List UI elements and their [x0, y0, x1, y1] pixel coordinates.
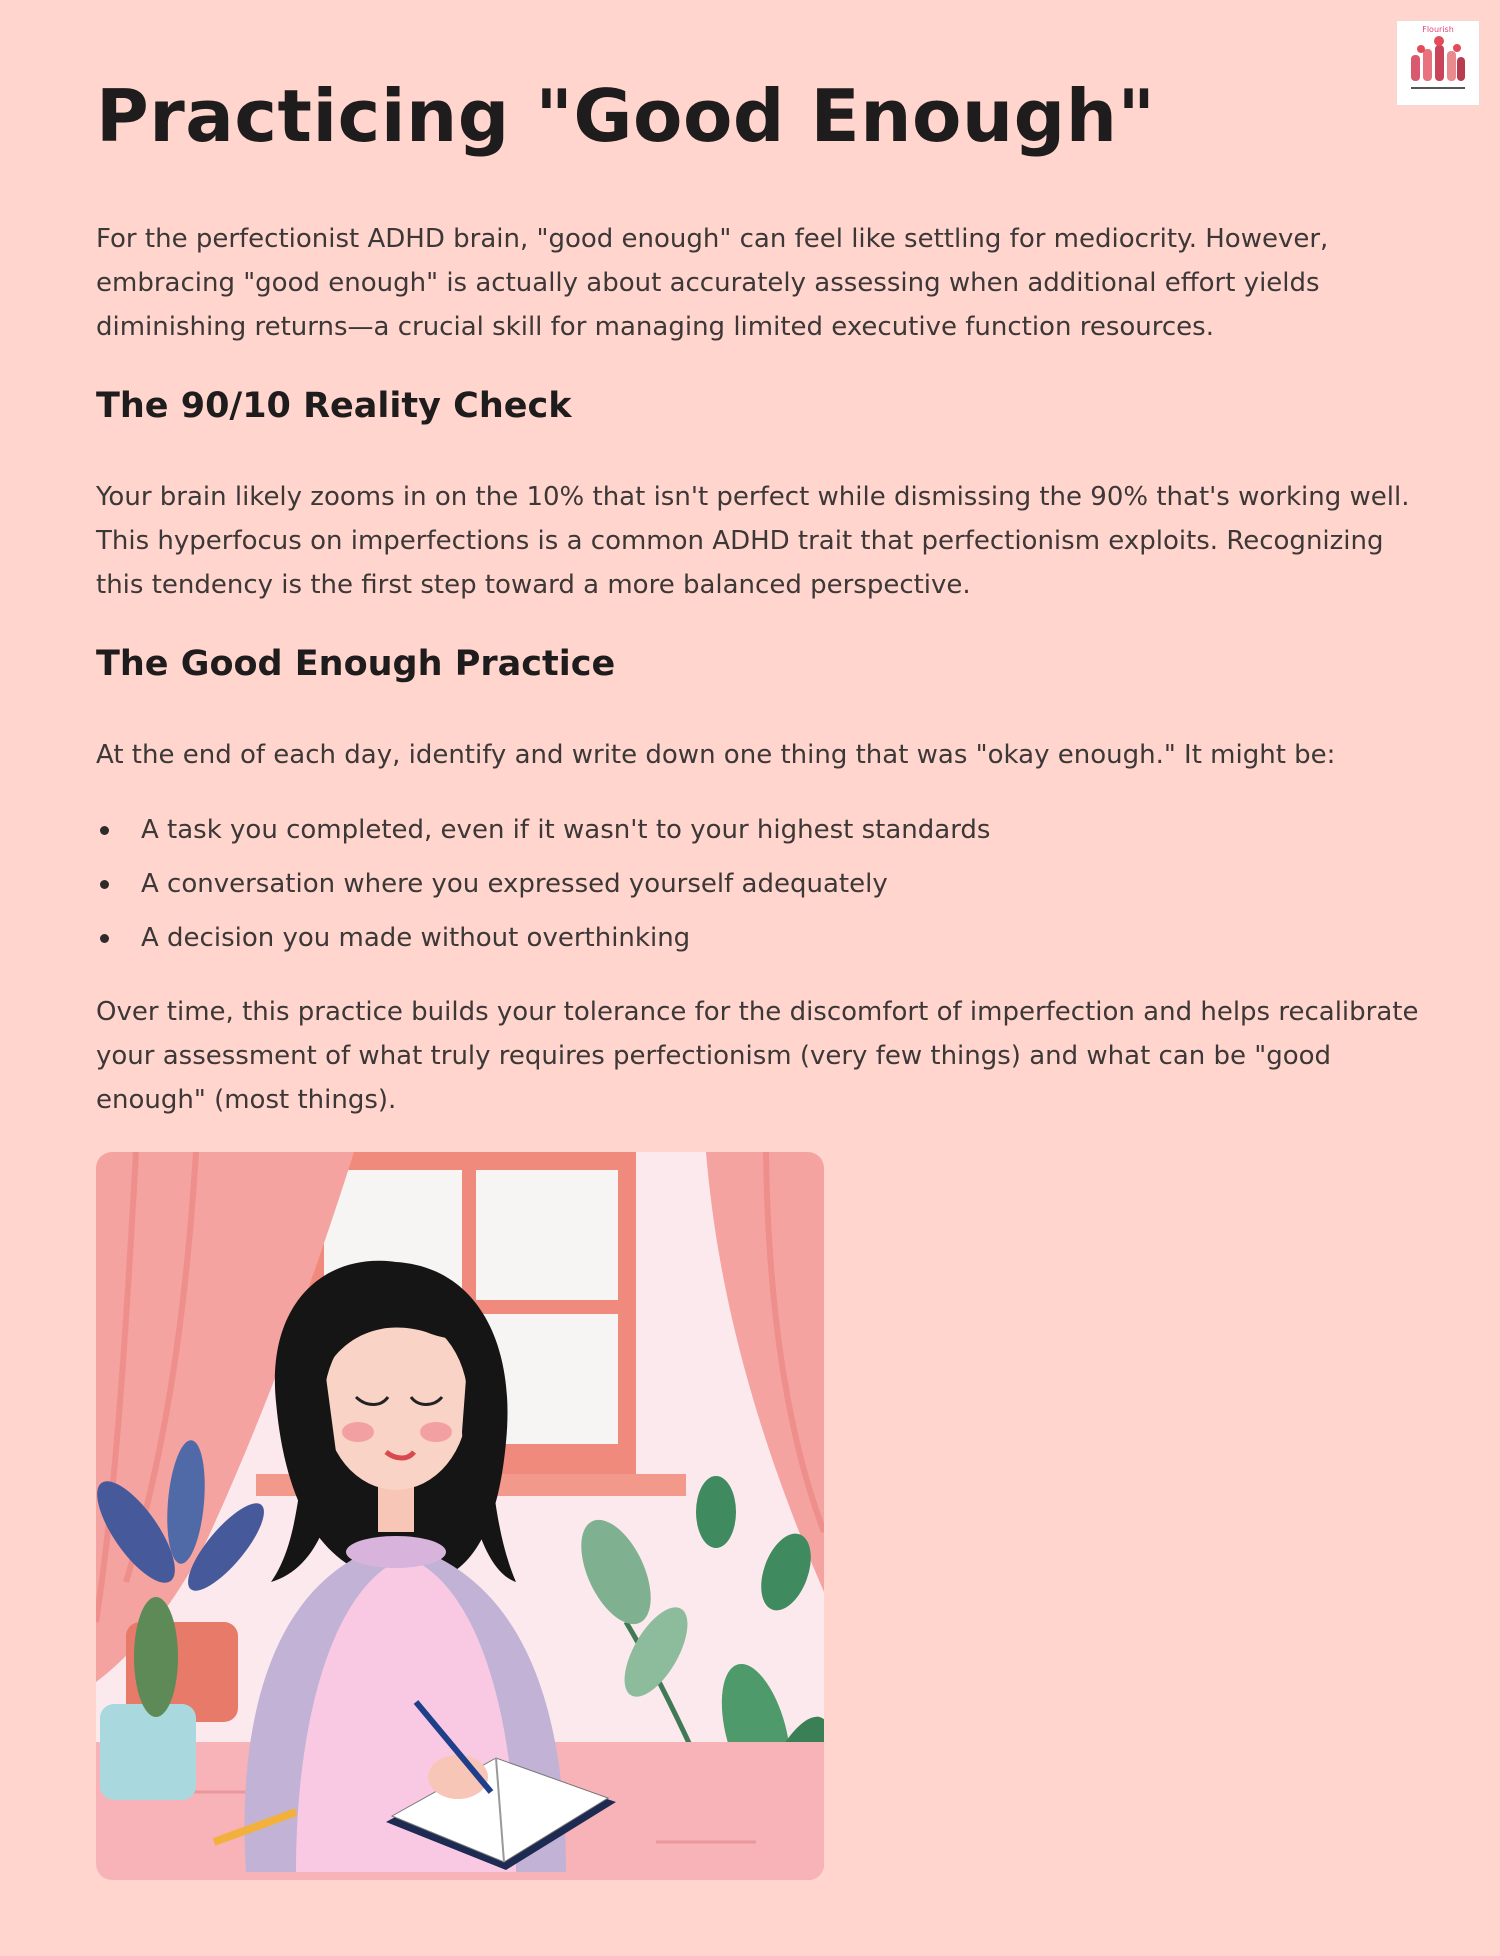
- practice-bullet-list: [96, 808, 990, 970]
- closing-paragraph: [96, 990, 1419, 1122]
- woman-journaling-illustration: [96, 1152, 824, 1880]
- paragraph-line: At the end of each day, identify and write down one thing that was "okay enough." It might be:: [96, 740, 1336, 770]
- practice-lead-paragraph: [96, 733, 1416, 777]
- list-item-text: A conversation where you expressed yourself adequately: [141, 869, 888, 899]
- paragraph-line: This hyperfocus on imperfections is a common ADHD trait that perfectionism exploits. Recognizing: [96, 526, 1384, 556]
- intro-paragraph: [96, 217, 1416, 349]
- paragraph-line: your assessment of what truly requires perfectionism (very few things) and what can be "good: [96, 1041, 1332, 1071]
- list-item: [96, 916, 990, 970]
- section-heading-good-enough-practice: The Good Enough Practice: [96, 644, 616, 684]
- logo-wordmark: Flourish: [1422, 25, 1454, 34]
- bullet-icon: [100, 826, 109, 835]
- intro-line: For the perfectionist ADHD brain, "good enough" can feel like settling for mediocrity. However,: [96, 224, 1329, 254]
- paragraph-line: this tendency is the first step toward a more balanced perspective.: [96, 570, 971, 600]
- paragraph-line: Your brain likely zooms in on the 10% that isn't perfect while dismissing the 90% that's working well.: [96, 482, 1410, 512]
- bullet-icon: [100, 934, 109, 943]
- intro-line: embracing "good enough" is actually about accurately assessing when additional effort yields: [96, 268, 1320, 298]
- bullet-icon: [100, 880, 109, 889]
- list-item: [96, 862, 990, 916]
- page-title: Practicing "Good Enough": [96, 74, 1156, 158]
- list-item-text: A decision you made without overthinking: [141, 923, 691, 953]
- list-item: [96, 808, 990, 862]
- list-item-text: A task you completed, even if it wasn't to your highest standards: [141, 815, 991, 845]
- section-heading-reality-check: The 90/10 Reality Check: [96, 386, 572, 426]
- reality-check-paragraph: [96, 475, 1416, 607]
- illustration-svg: [96, 1152, 824, 1880]
- paragraph-line: enough" (most things).: [96, 1085, 397, 1115]
- paragraph-line: Over time, this practice builds your tolerance for the discomfort of imperfection and helps recalibrate: [96, 997, 1419, 1027]
- brand-logo: [1396, 20, 1480, 106]
- intro-line: diminishing returns—a crucial skill for managing limited executive function resources.: [96, 312, 1214, 342]
